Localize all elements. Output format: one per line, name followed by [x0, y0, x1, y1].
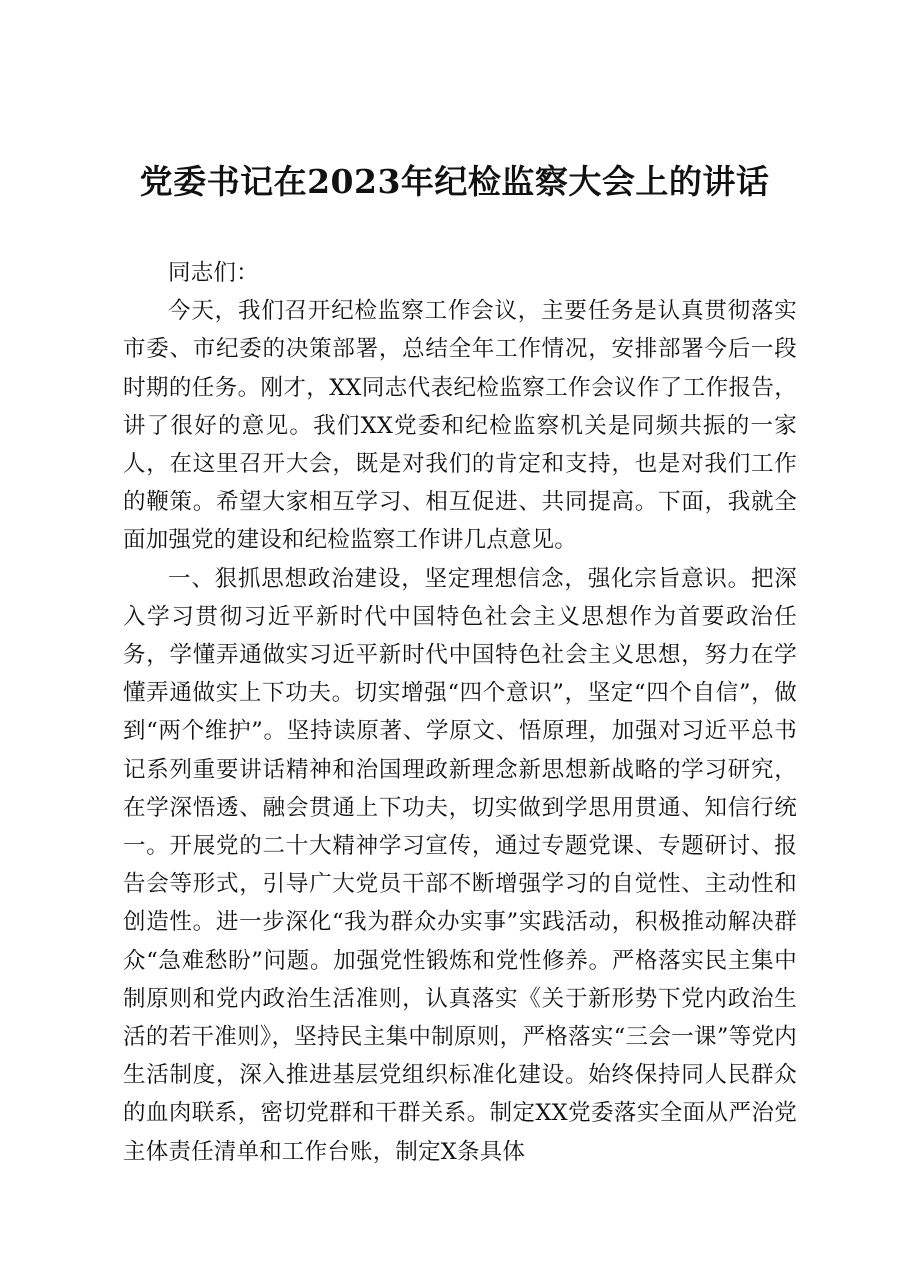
- document-title: 党委书记在2023年纪检监察大会上的讲话: [139, 162, 770, 201]
- document-body: [123, 254, 797, 1171]
- salutation: 同志们：: [168, 260, 259, 286]
- paragraph-opening: 今天，我们召开纪检监察工作会议，主要任务是认真贯彻落实市委、市纪委的决策部署，总结全年工作情况，安排部署今后一段时期的任务。刚才，XX同志代表纪检监察工作会议作了工作报告，讲了很好的意见。我们XX党委和纪检监察机关是同频共振的一家人，在这里召开大会，既是对我们的肯定和支持，也是对我们工作的鞭策。希望大家相互学习、相互促进、共同提高。下面，我就全面加强党的建设和纪检监察工作讲几点意见。: [123, 298, 797, 554]
- paragraph-section-one: 一、狠抓思想政治建设，坚定理想信念，强化宗旨意识。把深入学习贯彻习近平新时代中国特色社会主义思想作为首要政治任务，学懂弄通做实习近平新时代中国特色社会主义思想，努力在学懂弄通做实上下功夫。切实增强“四个意识”，坚定“四个自信”，做到“两个维护”。坚持读原著、学原文、悟原理，加强对习近平总书记系列重要讲话精神和治国理政新理念新思想新战略的学习研究，在学深悟透、融会贯通上下功夫，切实做到学思用贯通、知信行统一。开展党的二十大精神学习宣传，通过专题党课、专题研讨、报告会等形式，引导广大党员干部不断增强学习的自觉性、主动性和创造性。进一步深化“我为群众办实事”实践活动，积极推动解决群众“急难愁盼”问题。加强党性锻炼和党性修养。严格落实民主集中制原则和党内政治生活准则，认真落实《关于新形势下党内政治生活的若干准则》，坚持民主集中制原则，严格落实“三会一课”等党内生活制度，深入推进基层党组织标准化建设。始终保持同人民群众的血肉联系，密切党群和干群关系。制定XX党委落实全面从严治党主体责任清单和工作台账，制定X条具体: [123, 565, 797, 1165]
